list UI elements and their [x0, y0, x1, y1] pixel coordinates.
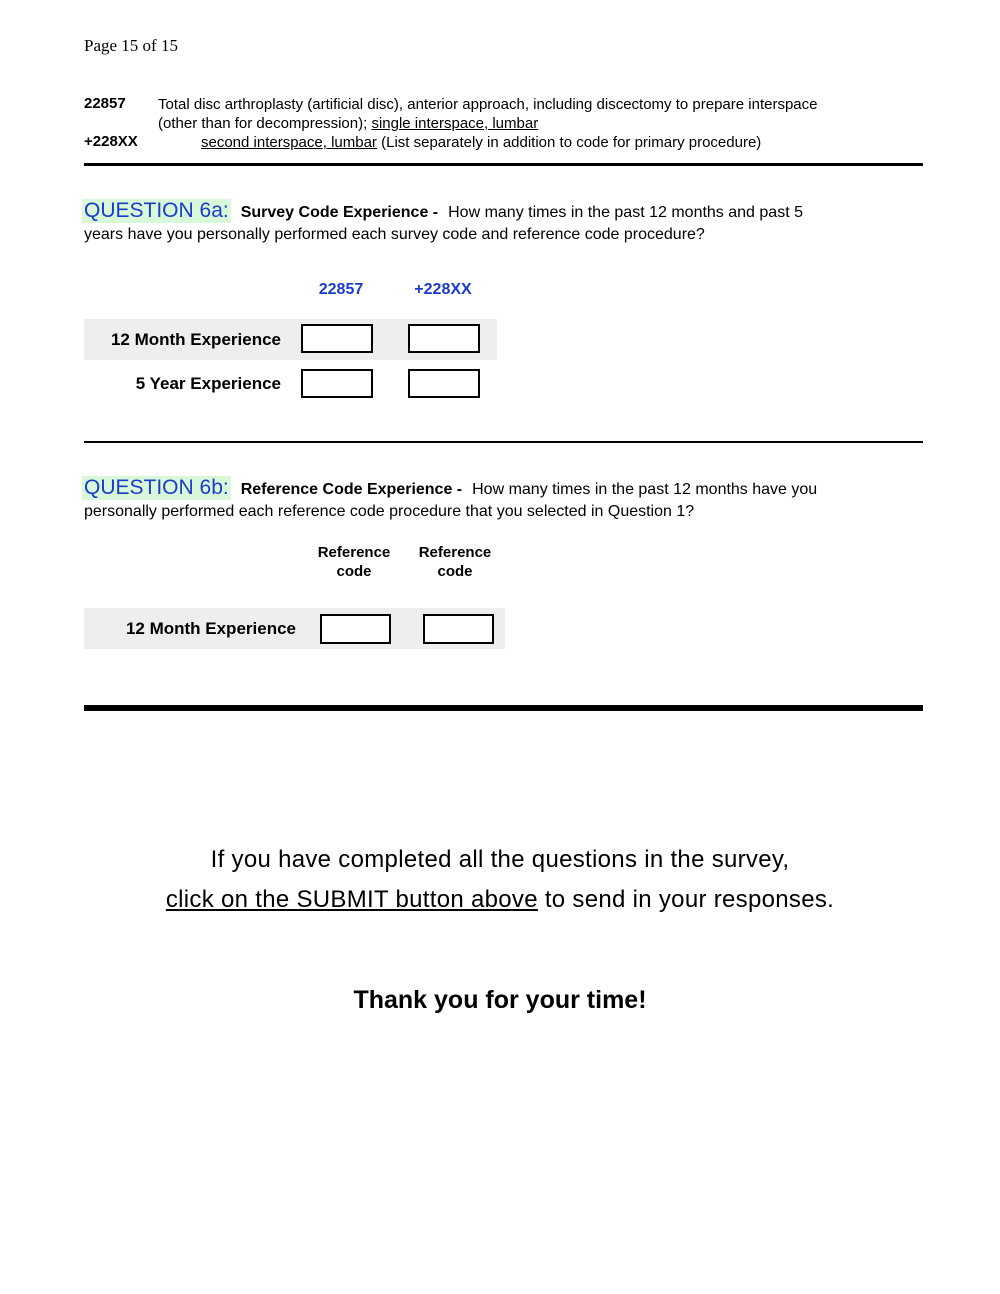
q6a-col-header-1: 22857 — [318, 281, 364, 298]
divider-top — [84, 163, 923, 166]
secondary-desc-rest: (List separately in addition to code for primary procedure) — [376, 134, 762, 151]
submit-instruction-link[interactable]: click on the SUBMIT button above — [165, 886, 538, 913]
q6a-text-line2: years have you personally performed each survey code and reference code procedure? — [84, 226, 705, 243]
q6b-12-month-ref2-input[interactable] — [423, 614, 494, 644]
q6a-row-label-12-month: 12 Month Experience — [110, 330, 281, 349]
q6a-12-month-22857-input[interactable] — [301, 324, 373, 353]
primary-code-description — [158, 95, 918, 133]
q6a-5-year-228xx-input[interactable] — [408, 369, 480, 398]
q6a-subtitle: Survey Code Experience - — [240, 204, 439, 221]
q6b-col-header-1-line2: code — [336, 563, 372, 580]
q6b-text-line1: How many times in the past 12 months have you — [472, 481, 818, 498]
primary-desc-line2-prefix: (other than for decompression); — [158, 115, 372, 132]
secondary-code-description — [201, 133, 761, 152]
q6a-text-line1: How many times in the past 12 months and past 5 — [448, 204, 803, 221]
secondary-code: +228XX — [84, 133, 138, 150]
q6a-row-label-5-year: 5 Year Experience — [135, 374, 281, 393]
q6b-12-month-ref1-input[interactable] — [320, 614, 391, 644]
page-number: Page 15 of 15 — [84, 36, 178, 55]
secondary-desc-underlined: second interspace, lumbar — [201, 134, 377, 151]
divider-middle — [84, 441, 923, 443]
q6b-col-header-2-line1: Reference — [418, 544, 492, 561]
q6b-col-header-2 — [410, 543, 500, 581]
primary-code: 22857 — [84, 95, 126, 112]
q6b-heading: QUESTION 6b: — [84, 476, 229, 499]
primary-desc-line2-underlined: single interspace, lumbar — [371, 115, 539, 132]
closing-line2 — [0, 886, 1000, 914]
primary-desc-line2 — [158, 114, 918, 133]
closing-line2-rest: to send in your responses. — [537, 886, 835, 913]
question-6b — [84, 476, 914, 523]
q6a-12-month-228xx-input[interactable] — [408, 324, 480, 353]
thank-you-message: Thank you for your time! — [353, 986, 647, 1014]
q6b-col-header-1-line1: Reference — [317, 544, 391, 561]
closing-line1: If you have completed all the questions in the survey, — [210, 846, 790, 873]
q6a-5-year-22857-input[interactable] — [301, 369, 373, 398]
q6a-heading: QUESTION 6a: — [84, 199, 229, 222]
primary-desc-line1: Total disc arthroplasty (artificial disc), anterior approach, including discectomy to prepare interspace — [158, 96, 818, 113]
q6b-text-line2: personally performed each reference code procedure that you selected in Question 1? — [84, 503, 695, 520]
q6b-col-header-1 — [309, 543, 399, 581]
q6b-first-line — [84, 476, 914, 501]
q6a-col-header-2: +228XX — [414, 281, 472, 298]
question-6a — [84, 199, 914, 246]
q6b-col-header-2-line2: code — [437, 563, 473, 580]
divider-bottom — [84, 705, 923, 711]
q6a-first-line — [84, 199, 914, 224]
q6b-subtitle: Reference Code Experience - — [240, 481, 463, 498]
q6b-row-label-12-month: 12 Month Experience — [125, 619, 296, 638]
